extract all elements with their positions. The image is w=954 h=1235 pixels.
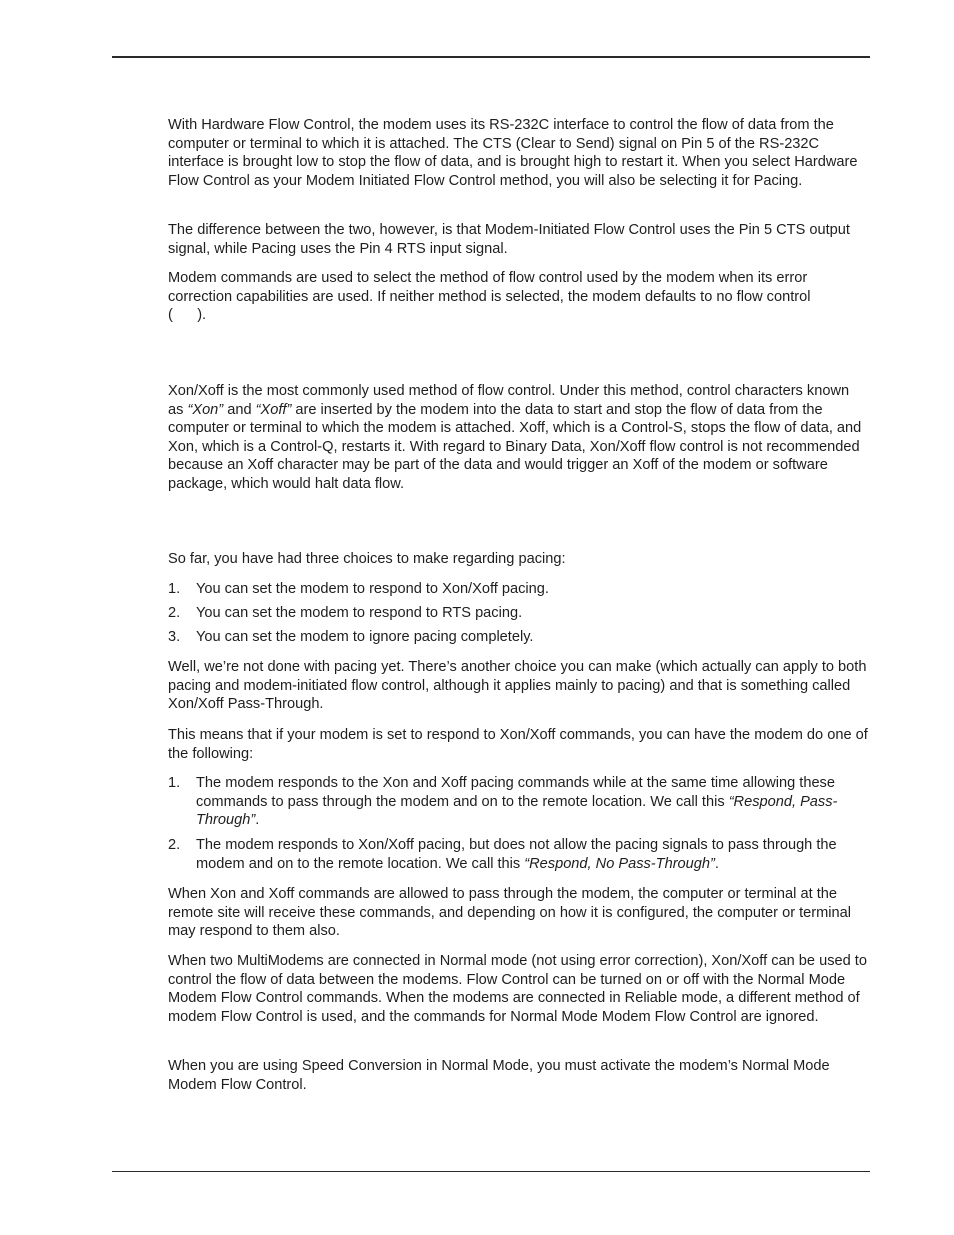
xon-xoff-paragraph <box>168 382 868 494</box>
footer-rule <box>112 1171 870 1172</box>
xon-text-a: Xon/Xoff is the most commonly used method of flow control. Under this method, control characters known as <box>168 383 850 418</box>
list-number: 3. <box>168 629 181 645</box>
list-item <box>168 836 868 873</box>
difference-paragraph <box>168 221 868 258</box>
hardware-flow-text: With Hardware Flow Control, the modem uses its RS-232C interface to control the flow of data from the computer or terminal to which it is attached. The CTS (Clear to Send) signal on Pin 5 of the RS-232C interface is brought low to stop the flow of data, and is brought high to restart it. When you select Hardware Flow Control as your Modem Initiated Flow Control method, you will also be selecting it for Pacing. <box>168 117 858 189</box>
multimodems-text: When two MultiModems are connected in Normal mode (not using error correction), Xon/Xoff can be used to control the flow of data between the modems. Flow Control can be turned on or off with the Normal Mode Modem Flow Control commands. When the modems are connected in Reliable mode, a different method of modem Flow Control is used, and the commands for Normal Mode Modem Flow Control are ignored. <box>168 953 867 1025</box>
option-end: . <box>255 812 260 829</box>
xon-term: “Xon” <box>187 401 224 418</box>
difference-text: The difference between the two, however, is that Modem-Initiated Flow Control uses the Pin 5 CTS output signal, while Pacing uses the Pin 4 RTS input signal. <box>168 222 850 257</box>
means-text: This means that if your modem is set to respond to Xon/Xoff commands, you can have the modem do one of the following: <box>168 727 868 762</box>
option-text: The modem responds to the Xon and Xoff pacing commands while at the same time allowing these commands to pass through the modem and on to the remote location. We call this <box>196 775 835 810</box>
hardware-flow-paragraph <box>168 116 868 190</box>
passthrough-text: When Xon and Xoff commands are allowed to pass through the modem, the computer or terminal at the remote site will receive these commands, and depending on how it is configured, the computer or terminal may respond to them also. <box>168 886 852 940</box>
list-text <box>196 836 868 873</box>
list-number: 1. <box>168 775 181 791</box>
well-text: Well, we’re not done with pacing yet. There’s another choice you can make (which actually can apply to both pacing and modem-initiated flow control, although it applies mainly to pacing) and that is something called Xon/Xoff Pass-Through. <box>168 659 867 713</box>
list-text: You can set the modem to respond to Xon/Xoff pacing. <box>196 581 549 597</box>
option-end: . <box>714 855 719 872</box>
list-text <box>196 774 868 830</box>
modem-commands-paragraph <box>168 269 868 325</box>
xon-xoff-text <box>168 382 868 494</box>
list-text: You can set the modem to ignore pacing completely. <box>196 629 534 645</box>
speed-conversion-text: When you are using Speed Conversion in Normal Mode, you must activate the modem’s Normal Mode Modem Flow Control. <box>168 1058 830 1093</box>
modem-commands-main: Modem commands are used to select the method of flow control used by the modem when its error correction capabilities are used. If neither method is selected, the modem defaults to no flow control <box>168 270 811 305</box>
well-paragraph <box>168 658 868 714</box>
header-rule <box>112 56 870 58</box>
means-paragraph <box>168 726 868 763</box>
list-number: 1. <box>168 581 181 597</box>
option-term: “Respond, No Pass-Through” <box>524 855 715 872</box>
xon-text-b: and <box>223 401 256 418</box>
list-item <box>168 604 868 623</box>
option-term: “Respond, Pass-Through” <box>196 793 838 829</box>
list-number: 2. <box>168 605 181 621</box>
speed-conversion-paragraph <box>168 1057 868 1094</box>
pacing-intro-text: So far, you have had three choices to make regarding pacing: <box>168 551 566 567</box>
multimodems-paragraph <box>168 952 868 1026</box>
list-item <box>168 774 868 830</box>
pacing-intro <box>168 550 868 569</box>
list-text: You can set the modem to respond to RTS pacing. <box>196 605 523 621</box>
modem-commands-tail: ( ). <box>168 307 207 324</box>
xoff-term: “Xoff” <box>255 401 292 418</box>
option-text: The modem responds to Xon/Xoff pacing, but does not allow the pacing signals to pass through the modem and on to the remote location. We call this <box>196 837 837 872</box>
xon-text-c: are inserted by the modem into the data to start and stop the flow of data from the computer or terminal to which the modem is attached. Xoff, which is a Control-S, stops the flow of data, and Xon, which is a Control-Q, restarts it. With regard to Binary Data, Xon/Xoff flow control is not recommended because an Xoff character may be part of the data and would trigger an Xoff of the modem or software package, which would halt data flow. <box>168 401 862 492</box>
list-item <box>168 580 868 599</box>
list-number: 2. <box>168 837 181 853</box>
modem-commands-text <box>168 269 868 325</box>
passthrough-paragraph <box>168 885 868 941</box>
list-item <box>168 628 868 647</box>
